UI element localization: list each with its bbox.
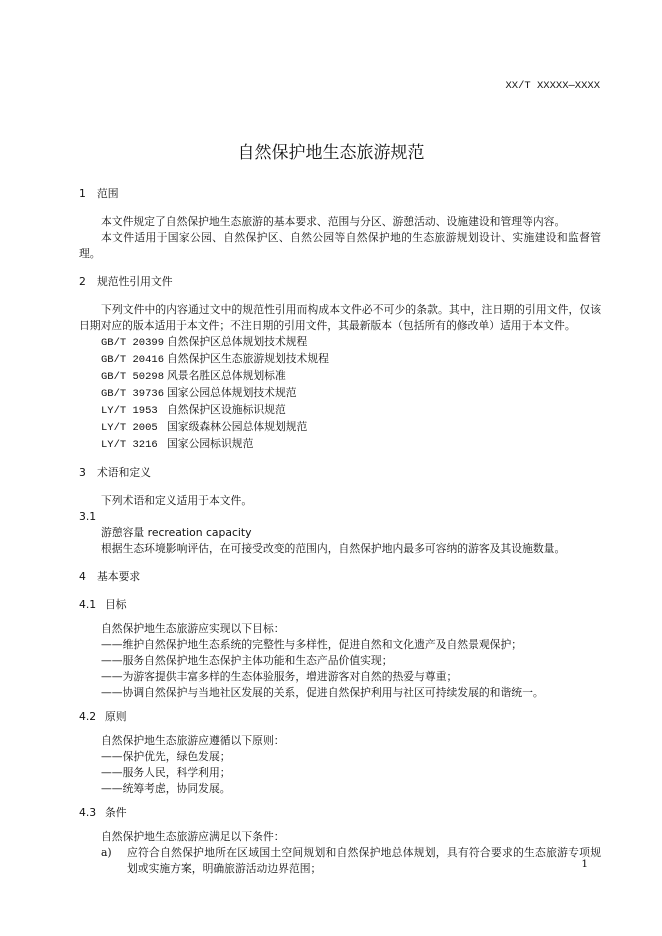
section-title: 规范性引用文件 bbox=[97, 275, 173, 288]
paragraph: 本文件适用于国家公园、自然保护区、自然公园等自然保护地的生态旅游规划设计、实施建设和监督管理。 bbox=[79, 231, 601, 260]
list-item: ——服务人民，科学利用； bbox=[101, 766, 231, 779]
term-name: 游憩容量 recreation capacity bbox=[101, 526, 252, 539]
reference-item: LY/T 3216 国家公园标识规范 bbox=[101, 437, 254, 451]
section-1-heading bbox=[79, 186, 601, 202]
section-number: 3 bbox=[79, 466, 86, 479]
reference-item: GB/T 50298 风景名胜区总体规划标准 bbox=[101, 369, 286, 383]
list-item: ——统筹考虑，协同发展。 bbox=[101, 782, 231, 795]
section-3-heading bbox=[79, 465, 601, 481]
item-label: a) bbox=[101, 846, 112, 859]
list-item: ——保护优先，绿色发展； bbox=[101, 750, 231, 763]
principle-list bbox=[79, 749, 601, 797]
reference-item: GB/T 20416 自然保护区生态旅游规划技术规程 bbox=[101, 352, 329, 366]
section-4-heading bbox=[79, 569, 601, 585]
reference-list bbox=[79, 334, 601, 453]
section-title: 基本要求 bbox=[97, 570, 141, 583]
list-item: ——服务自然保护地生态保护主体功能和生态产品价值实现； bbox=[101, 654, 393, 667]
list-item: ——协调自然保护与当地社区发展的关系，促进自然保护利用与社区可持续发展的和谐统一。 bbox=[101, 686, 544, 699]
goal-list bbox=[79, 637, 601, 701]
reference-item: LY/T 2005 国家级森林公园总体规划规范 bbox=[101, 420, 308, 434]
paragraph: 下列文件中的内容通过文中的规范性引用而构成本文件必不可少的条款。其中，注日期的引用文件，仅该日期对应的版本适用于本文件；不注日期的引用文件，其最新版本（包括所有的修改单）适用于本文件。 bbox=[79, 303, 601, 332]
paragraph: 下列术语和定义适用于本文件。 bbox=[101, 494, 253, 507]
document-title: 自然保护地生态旅游规范 bbox=[237, 143, 425, 163]
reference-item: LY/T 1953 自然保护区设施标识规范 bbox=[101, 403, 286, 417]
section-number: 2 bbox=[79, 275, 86, 288]
subsection-4-2-heading: 4.2 原则 bbox=[79, 710, 127, 723]
section-title: 术语和定义 bbox=[97, 466, 151, 479]
page-number: 1 bbox=[581, 858, 588, 870]
list-item: ——维护自然保护地生态系统的完整性与多样性，促进自然和文化遗产及自然景观保护； bbox=[101, 638, 523, 651]
term-number: 3.1 bbox=[79, 510, 97, 523]
reference-item: GB/T 20399 自然保护区总体规划技术规程 bbox=[101, 335, 308, 349]
paragraph: 本文件规定了自然保护地生态旅游的基本要求、范围与分区、游憩活动、设施建设和管理等内容。 bbox=[101, 215, 566, 228]
list-item: ——为游客提供丰富多样的生态体验服务，增进游客对自然的热爱与尊重； bbox=[101, 670, 458, 683]
paragraph: 自然保护地生态旅游应遵循以下原则： bbox=[101, 734, 285, 747]
section-2-heading bbox=[79, 274, 601, 290]
subsection-4-1-heading: 4.1 目标 bbox=[79, 598, 127, 611]
subsection-4-3-heading: 4.3 条件 bbox=[79, 806, 127, 819]
item-text: 应符合自然保护地所在区域国土空间规划和自然保护地总体规划，具有符合要求的生态旅游专项规划或实施方案，明确旅游活动边界范围； bbox=[127, 846, 601, 875]
section-title: 范围 bbox=[97, 187, 119, 200]
section-number: 4 bbox=[79, 570, 86, 583]
document-body bbox=[79, 186, 601, 877]
reference-item: GB/T 39736 国家公园总体规划技术规范 bbox=[101, 386, 297, 400]
paragraph: 自然保护地生态旅游应满足以下条件： bbox=[101, 830, 285, 843]
term-definition: 根据生态环境影响评估，在可接受改变的范围内，自然保护地内最多可容纳的游客及其设施数量。 bbox=[101, 542, 566, 555]
section-number: 1 bbox=[79, 187, 86, 200]
condition-item bbox=[79, 845, 601, 877]
document-code: XX/T XXXXX—XXXX bbox=[505, 80, 600, 92]
paragraph: 自然保护地生态旅游应实现以下目标： bbox=[101, 622, 285, 635]
